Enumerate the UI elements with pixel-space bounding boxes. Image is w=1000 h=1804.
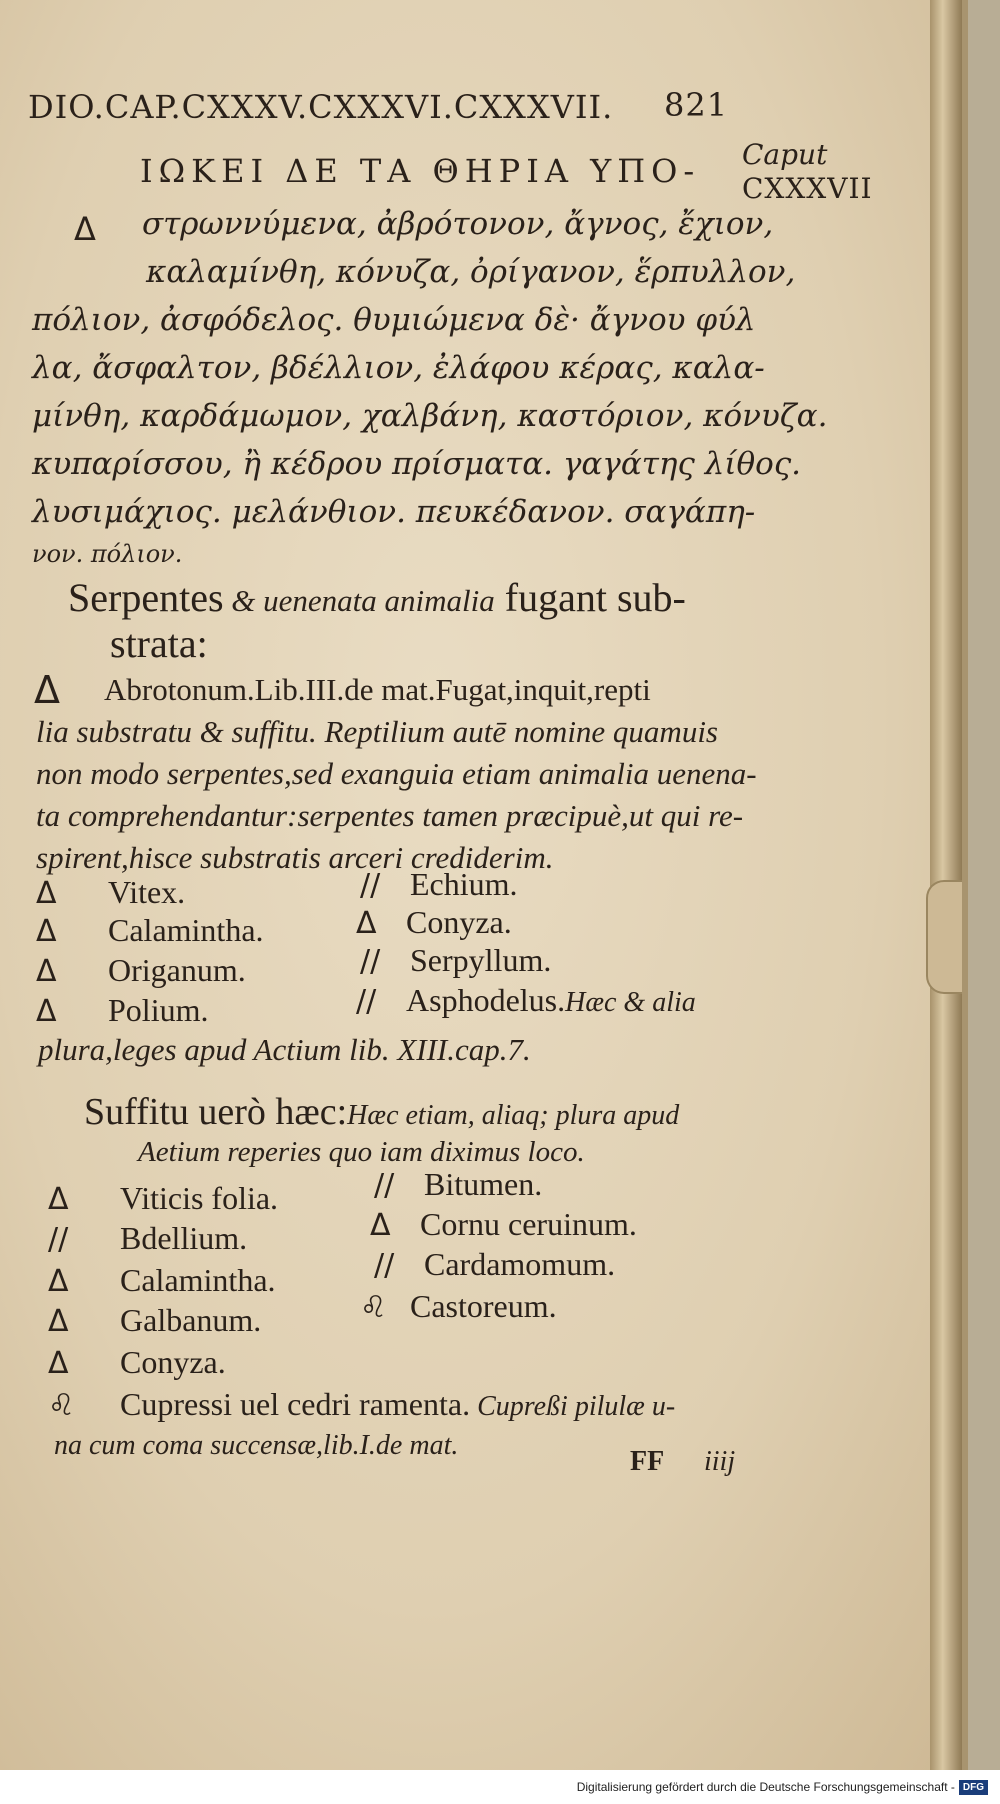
para-line-3: non modo serpentes,sed exanguia etiam animalia uenena- bbox=[36, 756, 757, 791]
suffitu-heading: Suffitu uerò hæc: bbox=[84, 1091, 348, 1133]
section2-heading bbox=[84, 1090, 679, 1134]
list1-item-2b bbox=[356, 904, 512, 941]
running-head: DIO.CAP.CXXXV.CXXXVI.CXXXVII. bbox=[28, 88, 614, 126]
heading-serpentes: Serpentes bbox=[68, 575, 224, 620]
item-note: Cupreßi pilulæ u- bbox=[470, 1391, 676, 1422]
list2-item-4 bbox=[48, 1302, 261, 1339]
leo-icon: ♌ bbox=[360, 1290, 387, 1325]
para-line-4: ta comprehendantur:serpentes tamen præcipuè,ut qui re- bbox=[36, 798, 744, 833]
item-label: Galbanum. bbox=[120, 1302, 262, 1338]
delta-icon: Δ bbox=[356, 906, 377, 941]
delta-icon: Δ bbox=[48, 1182, 69, 1217]
greek-marker: Δ bbox=[74, 210, 96, 248]
footer-text: Digitalisierung gefördert durch die Deutsche Forschungsgemeinschaft - bbox=[576, 1780, 955, 1794]
slash-icon: // bbox=[48, 1222, 69, 1257]
caput-label: Caput bbox=[742, 138, 828, 171]
item-note: Hæc & alia bbox=[565, 987, 696, 1018]
section1-heading bbox=[68, 574, 686, 621]
list2-item-2 bbox=[48, 1220, 247, 1257]
delta-icon: Δ bbox=[36, 914, 57, 949]
slash-icon: // bbox=[374, 1248, 395, 1283]
greek-line-4: πόλιον, ἀσφόδελος. θυμιώμενα δὲ· ἄγνου φύλ bbox=[32, 302, 756, 338]
signature-mark: FF bbox=[630, 1446, 665, 1477]
suffitu-note-line2: Aetium reperies quo iam diximus loco. bbox=[138, 1136, 585, 1168]
list2-item-5 bbox=[48, 1344, 226, 1381]
list2-last-item bbox=[48, 1386, 675, 1423]
item-label: Serpyllum. bbox=[410, 942, 552, 978]
slash-icon: // bbox=[374, 1168, 395, 1203]
list2-item-4b bbox=[360, 1288, 557, 1325]
caput-number: CXXXVII bbox=[742, 172, 873, 205]
item-label: Castoreum. bbox=[410, 1288, 557, 1324]
item-label: Bdellium. bbox=[120, 1220, 248, 1256]
greek-line-7: κυπαρίσσου, ἢ κέδρου πρίσματα. γαγάτης λίθος. bbox=[32, 446, 802, 482]
dfg-logo-icon: DFG bbox=[959, 1780, 988, 1795]
item-label: Conyza. bbox=[120, 1344, 226, 1380]
para-marker: Δ bbox=[34, 668, 60, 712]
item-label: Bitumen. bbox=[424, 1166, 543, 1202]
delta-icon: Δ bbox=[370, 1208, 391, 1243]
heading-fugant: fugant sub- bbox=[494, 575, 686, 620]
delta-icon: Δ bbox=[36, 954, 57, 989]
list2-item-1b bbox=[374, 1166, 542, 1203]
item-label: Cupressi uel cedri ramenta. bbox=[120, 1386, 471, 1422]
delta-icon: Δ bbox=[36, 876, 57, 911]
item-label: Calamintha. bbox=[120, 1262, 276, 1298]
list2-item-3 bbox=[48, 1262, 276, 1299]
page-number: 821 bbox=[664, 86, 729, 124]
delta-icon: Δ bbox=[36, 994, 57, 1029]
section1-heading-cont: strata: bbox=[110, 621, 208, 666]
item-label: Cornu ceruinum. bbox=[420, 1206, 637, 1242]
greek-line-8: λυσιμάχιος. μελάνθιον. πευκέδανον. σαγάπη- bbox=[32, 494, 756, 530]
greek-line-1: ΙΩΚΕΙ ΔΕ ΤΑ ΘΗΡΙΑ ΥΠΟ- bbox=[140, 152, 701, 190]
heading-uenenata: & uenenata animalia bbox=[223, 583, 495, 618]
list2-item-3b bbox=[374, 1246, 615, 1283]
list1-item-1b bbox=[360, 866, 518, 903]
list1-item-1 bbox=[36, 874, 185, 911]
para-line-5: spirent,hisce substratis arceri crediderim. bbox=[36, 840, 554, 875]
list1-item-4b bbox=[356, 982, 696, 1019]
list1-closing: plura,leges apud Actium lib. XIII.cap.7. bbox=[38, 1032, 531, 1067]
para-line-2: lia substratu & suffitu. Reptilium autē nomine quamuis bbox=[36, 714, 718, 749]
slash-icon: // bbox=[360, 868, 381, 903]
list1-item-2 bbox=[36, 912, 264, 949]
item-label: Vitex. bbox=[108, 874, 186, 910]
page-tab bbox=[926, 880, 962, 994]
greek-line-2: στρωννύμενα, ἀβρότονον, ἄγνος, ἔχιον, bbox=[142, 206, 774, 242]
item-label: Cardamomum. bbox=[424, 1246, 616, 1282]
greek-line-3: καλαμίνθη, κόνυζα, ὀρίγανον, ἕρπυλλον, bbox=[146, 254, 796, 290]
slash-icon: // bbox=[360, 944, 381, 979]
para-line-1: Abrotonum.Lib.III.de mat.Fugat,inquit,repti bbox=[104, 672, 651, 707]
delta-icon: Δ bbox=[48, 1264, 69, 1299]
item-label: Conyza. bbox=[406, 904, 512, 940]
signature-number: iiij bbox=[704, 1446, 736, 1477]
delta-icon: Δ bbox=[48, 1304, 69, 1339]
item-label: Origanum. bbox=[108, 952, 246, 988]
greek-line-6: μίνθη, καρδάμωμον, χαλβάνη, καστόριον, κόνυζα. bbox=[32, 398, 828, 434]
item-label: Polium. bbox=[108, 992, 209, 1028]
list1-item-3b bbox=[360, 942, 551, 979]
list2-item-2b bbox=[370, 1206, 637, 1243]
slash-icon: // bbox=[356, 984, 377, 1019]
leo-icon: ♌ bbox=[48, 1388, 75, 1423]
list1-item-3 bbox=[36, 952, 246, 989]
greek-line-9: νον. πόλιον. bbox=[32, 540, 183, 568]
list2-item-1 bbox=[48, 1180, 278, 1217]
list1-item-4 bbox=[36, 992, 208, 1029]
list2-last-note: na cum coma succensæ,lib.I.de mat. bbox=[54, 1430, 459, 1461]
delta-icon: Δ bbox=[48, 1346, 69, 1381]
item-label: Viticis folia. bbox=[120, 1180, 279, 1216]
digitization-footer bbox=[0, 1770, 1000, 1804]
item-label: Calamintha. bbox=[108, 912, 264, 948]
item-label: Echium. bbox=[410, 866, 518, 902]
item-label: Asphodelus. bbox=[406, 982, 566, 1018]
greek-line-5: λα, ἄσφαλτον, βδέλλιον, ἐλάφου κέρας, καλα- bbox=[32, 350, 765, 386]
suffitu-note: Hæc etiam, aliaq; plura apud bbox=[347, 1100, 680, 1131]
